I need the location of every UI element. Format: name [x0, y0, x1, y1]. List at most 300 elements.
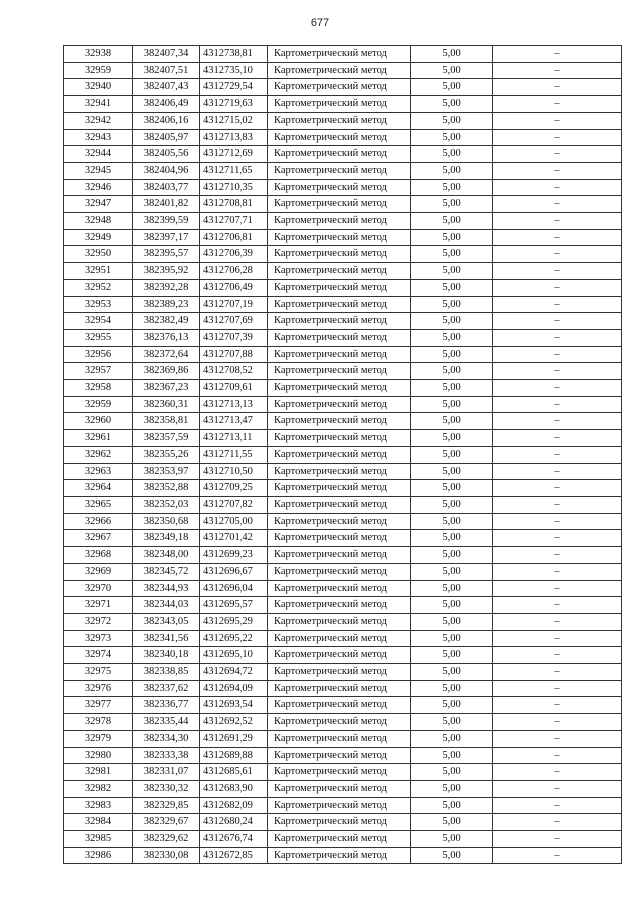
- table-row: [64, 430, 622, 447]
- y-coordinate-cell: 4312693,54: [200, 697, 268, 714]
- note-cell: –: [493, 146, 622, 163]
- point-number-cell: 32973: [64, 630, 133, 647]
- accuracy-cell: 5,00: [411, 647, 493, 664]
- accuracy-cell: 5,00: [411, 714, 493, 731]
- method-cell: Картометрический метод: [268, 129, 411, 146]
- note-cell: –: [493, 213, 622, 230]
- table-row: [64, 814, 622, 831]
- note-cell: –: [493, 346, 622, 363]
- table-row: [64, 747, 622, 764]
- y-coordinate-cell: 4312699,23: [200, 547, 268, 564]
- method-cell: Картометрический метод: [268, 847, 411, 864]
- y-coordinate-cell: 4312680,24: [200, 814, 268, 831]
- x-coordinate-cell: 382334,30: [133, 730, 200, 747]
- note-cell: –: [493, 714, 622, 731]
- method-cell: Картометрический метод: [268, 296, 411, 313]
- x-coordinate-cell: 382329,85: [133, 797, 200, 814]
- y-coordinate-cell: 4312695,29: [200, 613, 268, 630]
- table-row: [64, 279, 622, 296]
- x-coordinate-cell: 382404,96: [133, 162, 200, 179]
- note-cell: –: [493, 79, 622, 96]
- note-cell: –: [493, 463, 622, 480]
- x-coordinate-cell: 382407,34: [133, 46, 200, 63]
- accuracy-cell: 5,00: [411, 513, 493, 530]
- point-number-cell: 32967: [64, 530, 133, 547]
- note-cell: –: [493, 413, 622, 430]
- method-cell: Картометрический метод: [268, 279, 411, 296]
- point-number-cell: 32966: [64, 513, 133, 530]
- y-coordinate-cell: 4312729,54: [200, 79, 268, 96]
- accuracy-cell: 5,00: [411, 764, 493, 781]
- point-number-cell: 32961: [64, 430, 133, 447]
- method-cell: Картометрический метод: [268, 363, 411, 380]
- method-cell: Картометрический метод: [268, 263, 411, 280]
- table-row: [64, 547, 622, 564]
- y-coordinate-cell: 4312713,13: [200, 396, 268, 413]
- table-row: [64, 780, 622, 797]
- method-cell: Картометрический метод: [268, 463, 411, 480]
- accuracy-cell: 5,00: [411, 162, 493, 179]
- accuracy-cell: 5,00: [411, 329, 493, 346]
- method-cell: Картометрический метод: [268, 680, 411, 697]
- table-row: [64, 146, 622, 163]
- accuracy-cell: 5,00: [411, 847, 493, 864]
- note-cell: –: [493, 96, 622, 113]
- point-number-cell: 32972: [64, 613, 133, 630]
- point-number-cell: 32947: [64, 196, 133, 213]
- y-coordinate-cell: 4312695,10: [200, 647, 268, 664]
- accuracy-cell: 5,00: [411, 563, 493, 580]
- point-number-cell: 32938: [64, 46, 133, 63]
- accuracy-cell: 5,00: [411, 814, 493, 831]
- x-coordinate-cell: 382358,81: [133, 413, 200, 430]
- note-cell: –: [493, 580, 622, 597]
- method-cell: Картометрический метод: [268, 580, 411, 597]
- note-cell: –: [493, 563, 622, 580]
- y-coordinate-cell: 4312707,71: [200, 213, 268, 230]
- y-coordinate-cell: 4312708,81: [200, 196, 268, 213]
- table-row: [64, 46, 622, 63]
- accuracy-cell: 5,00: [411, 279, 493, 296]
- y-coordinate-cell: 4312713,11: [200, 430, 268, 447]
- point-number-cell: 32943: [64, 129, 133, 146]
- x-coordinate-cell: 382343,05: [133, 613, 200, 630]
- accuracy-cell: 5,00: [411, 597, 493, 614]
- x-coordinate-cell: 382329,62: [133, 831, 200, 848]
- accuracy-cell: 5,00: [411, 430, 493, 447]
- method-cell: Картометрический метод: [268, 747, 411, 764]
- note-cell: –: [493, 430, 622, 447]
- point-number-cell: 32976: [64, 680, 133, 697]
- accuracy-cell: 5,00: [411, 630, 493, 647]
- point-number-cell: 32982: [64, 780, 133, 797]
- method-cell: Картометрический метод: [268, 496, 411, 513]
- point-number-cell: 32985: [64, 831, 133, 848]
- y-coordinate-cell: 4312735,10: [200, 62, 268, 79]
- x-coordinate-cell: 382353,97: [133, 463, 200, 480]
- y-coordinate-cell: 4312707,69: [200, 313, 268, 330]
- table-row: [64, 96, 622, 113]
- table-row: [64, 463, 622, 480]
- table-row: [64, 831, 622, 848]
- point-number-cell: 32980: [64, 747, 133, 764]
- table-row: [64, 647, 622, 664]
- y-coordinate-cell: 4312710,35: [200, 179, 268, 196]
- method-cell: Картометрический метод: [268, 380, 411, 397]
- accuracy-cell: 5,00: [411, 229, 493, 246]
- y-coordinate-cell: 4312712,69: [200, 146, 268, 163]
- point-number-cell: 32974: [64, 647, 133, 664]
- y-coordinate-cell: 4312707,39: [200, 329, 268, 346]
- point-number-cell: 32959: [64, 62, 133, 79]
- table-row: [64, 847, 622, 864]
- table-row: [64, 62, 622, 79]
- x-coordinate-cell: 382406,16: [133, 112, 200, 129]
- method-cell: Картометрический метод: [268, 313, 411, 330]
- method-cell: Картометрический метод: [268, 329, 411, 346]
- accuracy-cell: 5,00: [411, 380, 493, 397]
- x-coordinate-cell: 382331,07: [133, 764, 200, 781]
- method-cell: Картометрический метод: [268, 530, 411, 547]
- accuracy-cell: 5,00: [411, 213, 493, 230]
- x-coordinate-cell: 382369,86: [133, 363, 200, 380]
- x-coordinate-cell: 382348,00: [133, 547, 200, 564]
- x-coordinate-cell: 382340,18: [133, 647, 200, 664]
- method-cell: Картометрический метод: [268, 62, 411, 79]
- note-cell: –: [493, 697, 622, 714]
- y-coordinate-cell: 4312689,88: [200, 747, 268, 764]
- method-cell: Картометрический метод: [268, 396, 411, 413]
- x-coordinate-cell: 382395,92: [133, 263, 200, 280]
- note-cell: –: [493, 263, 622, 280]
- note-cell: –: [493, 780, 622, 797]
- table-row: [64, 313, 622, 330]
- note-cell: –: [493, 62, 622, 79]
- method-cell: Картометрический метод: [268, 446, 411, 463]
- note-cell: –: [493, 396, 622, 413]
- accuracy-cell: 5,00: [411, 496, 493, 513]
- accuracy-cell: 5,00: [411, 463, 493, 480]
- accuracy-cell: 5,00: [411, 79, 493, 96]
- method-cell: Картометрический метод: [268, 112, 411, 129]
- y-coordinate-cell: 4312694,09: [200, 680, 268, 697]
- accuracy-cell: 5,00: [411, 697, 493, 714]
- point-number-cell: 32948: [64, 213, 133, 230]
- note-cell: –: [493, 664, 622, 681]
- accuracy-cell: 5,00: [411, 146, 493, 163]
- point-number-cell: 32955: [64, 329, 133, 346]
- point-number-cell: 32965: [64, 496, 133, 513]
- method-cell: Картометрический метод: [268, 764, 411, 781]
- note-cell: –: [493, 279, 622, 296]
- method-cell: Картометрический метод: [268, 597, 411, 614]
- y-coordinate-cell: 4312707,88: [200, 346, 268, 363]
- x-coordinate-cell: 382360,31: [133, 396, 200, 413]
- note-cell: –: [493, 112, 622, 129]
- table-row: [64, 246, 622, 263]
- accuracy-cell: 5,00: [411, 664, 493, 681]
- point-number-cell: 32946: [64, 179, 133, 196]
- note-cell: –: [493, 530, 622, 547]
- note-cell: –: [493, 513, 622, 530]
- method-cell: Картометрический метод: [268, 213, 411, 230]
- y-coordinate-cell: 4312706,49: [200, 279, 268, 296]
- y-coordinate-cell: 4312685,61: [200, 764, 268, 781]
- note-cell: –: [493, 46, 622, 63]
- note-cell: –: [493, 613, 622, 630]
- table-row: [64, 296, 622, 313]
- y-coordinate-cell: 4312706,39: [200, 246, 268, 263]
- method-cell: Картометрический метод: [268, 780, 411, 797]
- point-number-cell: 32963: [64, 463, 133, 480]
- accuracy-cell: 5,00: [411, 96, 493, 113]
- accuracy-cell: 5,00: [411, 530, 493, 547]
- table-row: [64, 580, 622, 597]
- y-coordinate-cell: 4312676,74: [200, 831, 268, 848]
- method-cell: Картометрический метод: [268, 831, 411, 848]
- x-coordinate-cell: 382401,82: [133, 196, 200, 213]
- y-coordinate-cell: 4312738,81: [200, 46, 268, 63]
- x-coordinate-cell: 382405,97: [133, 129, 200, 146]
- table-row: [64, 664, 622, 681]
- x-coordinate-cell: 382341,56: [133, 630, 200, 647]
- coordinates-table: [63, 45, 622, 864]
- method-cell: Картометрический метод: [268, 814, 411, 831]
- accuracy-cell: 5,00: [411, 680, 493, 697]
- table-row: [64, 79, 622, 96]
- x-coordinate-cell: 382392,28: [133, 279, 200, 296]
- y-coordinate-cell: 4312706,28: [200, 263, 268, 280]
- method-cell: Картометрический метод: [268, 162, 411, 179]
- y-coordinate-cell: 4312711,65: [200, 162, 268, 179]
- method-cell: Картометрический метод: [268, 229, 411, 246]
- y-coordinate-cell: 4312696,04: [200, 580, 268, 597]
- y-coordinate-cell: 4312715,02: [200, 112, 268, 129]
- table-row: [64, 530, 622, 547]
- point-number-cell: 32958: [64, 380, 133, 397]
- table-row: [64, 597, 622, 614]
- method-cell: Картометрический метод: [268, 46, 411, 63]
- note-cell: –: [493, 363, 622, 380]
- x-coordinate-cell: 382352,88: [133, 480, 200, 497]
- method-cell: Картометрический метод: [268, 480, 411, 497]
- x-coordinate-cell: 382350,68: [133, 513, 200, 530]
- table-row: [64, 329, 622, 346]
- y-coordinate-cell: 4312705,00: [200, 513, 268, 530]
- y-coordinate-cell: 4312709,61: [200, 380, 268, 397]
- point-number-cell: 32975: [64, 664, 133, 681]
- x-coordinate-cell: 382367,23: [133, 380, 200, 397]
- x-coordinate-cell: 382352,03: [133, 496, 200, 513]
- table-row: [64, 363, 622, 380]
- y-coordinate-cell: 4312683,90: [200, 780, 268, 797]
- x-coordinate-cell: 382337,62: [133, 680, 200, 697]
- accuracy-cell: 5,00: [411, 580, 493, 597]
- y-coordinate-cell: 4312706,81: [200, 229, 268, 246]
- point-number-cell: 32957: [64, 363, 133, 380]
- point-number-cell: 32962: [64, 446, 133, 463]
- table-row: [64, 229, 622, 246]
- point-number-cell: 32941: [64, 96, 133, 113]
- page-number: 677: [310, 17, 330, 29]
- point-number-cell: 32951: [64, 263, 133, 280]
- note-cell: –: [493, 246, 622, 263]
- point-number-cell: 32952: [64, 279, 133, 296]
- x-coordinate-cell: 382330,08: [133, 847, 200, 864]
- method-cell: Картометрический метод: [268, 146, 411, 163]
- table-row: [64, 396, 622, 413]
- method-cell: Картометрический метод: [268, 730, 411, 747]
- point-number-cell: 32971: [64, 597, 133, 614]
- coordinates-table-body: [64, 46, 622, 864]
- method-cell: Картометрический метод: [268, 246, 411, 263]
- y-coordinate-cell: 4312696,67: [200, 563, 268, 580]
- note-cell: –: [493, 764, 622, 781]
- point-number-cell: 32953: [64, 296, 133, 313]
- table-row: [64, 513, 622, 530]
- table-row: [64, 613, 622, 630]
- table-row: [64, 213, 622, 230]
- method-cell: Картометрический метод: [268, 96, 411, 113]
- note-cell: –: [493, 380, 622, 397]
- method-cell: Картометрический метод: [268, 346, 411, 363]
- point-number-cell: 32954: [64, 313, 133, 330]
- x-coordinate-cell: 382338,85: [133, 664, 200, 681]
- point-number-cell: 32945: [64, 162, 133, 179]
- note-cell: –: [493, 296, 622, 313]
- point-number-cell: 32950: [64, 246, 133, 263]
- y-coordinate-cell: 4312692,52: [200, 714, 268, 731]
- y-coordinate-cell: 4312701,42: [200, 530, 268, 547]
- x-coordinate-cell: 382344,93: [133, 580, 200, 597]
- y-coordinate-cell: 4312691,29: [200, 730, 268, 747]
- y-coordinate-cell: 4312695,22: [200, 630, 268, 647]
- x-coordinate-cell: 382355,26: [133, 446, 200, 463]
- method-cell: Картометрический метод: [268, 697, 411, 714]
- y-coordinate-cell: 4312708,52: [200, 363, 268, 380]
- x-coordinate-cell: 382405,56: [133, 146, 200, 163]
- y-coordinate-cell: 4312695,57: [200, 597, 268, 614]
- accuracy-cell: 5,00: [411, 747, 493, 764]
- x-coordinate-cell: 382349,18: [133, 530, 200, 547]
- table-row: [64, 179, 622, 196]
- point-number-cell: 32986: [64, 847, 133, 864]
- note-cell: –: [493, 597, 622, 614]
- x-coordinate-cell: 382376,13: [133, 329, 200, 346]
- point-number-cell: 32979: [64, 730, 133, 747]
- accuracy-cell: 5,00: [411, 480, 493, 497]
- note-cell: –: [493, 496, 622, 513]
- point-number-cell: 32959: [64, 396, 133, 413]
- accuracy-cell: 5,00: [411, 780, 493, 797]
- x-coordinate-cell: 382329,67: [133, 814, 200, 831]
- y-coordinate-cell: 4312707,19: [200, 296, 268, 313]
- accuracy-cell: 5,00: [411, 346, 493, 363]
- x-coordinate-cell: 382407,43: [133, 79, 200, 96]
- method-cell: Картометрический метод: [268, 664, 411, 681]
- x-coordinate-cell: 382395,57: [133, 246, 200, 263]
- table-row: [64, 162, 622, 179]
- table-row: [64, 346, 622, 363]
- method-cell: Картометрический метод: [268, 630, 411, 647]
- note-cell: –: [493, 730, 622, 747]
- y-coordinate-cell: 4312682,09: [200, 797, 268, 814]
- x-coordinate-cell: 382357,59: [133, 430, 200, 447]
- point-number-cell: 32984: [64, 814, 133, 831]
- method-cell: Картометрический метод: [268, 413, 411, 430]
- accuracy-cell: 5,00: [411, 196, 493, 213]
- note-cell: –: [493, 797, 622, 814]
- note-cell: –: [493, 129, 622, 146]
- x-coordinate-cell: 382403,77: [133, 179, 200, 196]
- table-row: [64, 129, 622, 146]
- table-row: [64, 196, 622, 213]
- accuracy-cell: 5,00: [411, 446, 493, 463]
- table-row: [64, 563, 622, 580]
- note-cell: –: [493, 329, 622, 346]
- method-cell: Картометрический метод: [268, 196, 411, 213]
- note-cell: –: [493, 480, 622, 497]
- y-coordinate-cell: 4312709,25: [200, 480, 268, 497]
- point-number-cell: 32983: [64, 797, 133, 814]
- accuracy-cell: 5,00: [411, 263, 493, 280]
- y-coordinate-cell: 4312719,63: [200, 96, 268, 113]
- table-row: [64, 680, 622, 697]
- note-cell: –: [493, 162, 622, 179]
- note-cell: –: [493, 680, 622, 697]
- note-cell: –: [493, 446, 622, 463]
- x-coordinate-cell: 382345,72: [133, 563, 200, 580]
- table-row: [64, 446, 622, 463]
- method-cell: Картометрический метод: [268, 179, 411, 196]
- accuracy-cell: 5,00: [411, 296, 493, 313]
- note-cell: –: [493, 179, 622, 196]
- method-cell: Картометрический метод: [268, 430, 411, 447]
- accuracy-cell: 5,00: [411, 112, 493, 129]
- method-cell: Картометрический метод: [268, 547, 411, 564]
- note-cell: –: [493, 814, 622, 831]
- y-coordinate-cell: 4312713,47: [200, 413, 268, 430]
- x-coordinate-cell: 382344,03: [133, 597, 200, 614]
- point-number-cell: 32964: [64, 480, 133, 497]
- x-coordinate-cell: 382336,77: [133, 697, 200, 714]
- point-number-cell: 32978: [64, 714, 133, 731]
- y-coordinate-cell: 4312707,82: [200, 496, 268, 513]
- note-cell: –: [493, 229, 622, 246]
- table-row: [64, 630, 622, 647]
- x-coordinate-cell: 382397,17: [133, 229, 200, 246]
- point-number-cell: 32940: [64, 79, 133, 96]
- table-row: [64, 112, 622, 129]
- point-number-cell: 32969: [64, 563, 133, 580]
- method-cell: Картометрический метод: [268, 647, 411, 664]
- table-row: [64, 480, 622, 497]
- point-number-cell: 32977: [64, 697, 133, 714]
- note-cell: –: [493, 831, 622, 848]
- y-coordinate-cell: 4312713,83: [200, 129, 268, 146]
- y-coordinate-cell: 4312710,50: [200, 463, 268, 480]
- x-coordinate-cell: 382407,51: [133, 62, 200, 79]
- table-row: [64, 797, 622, 814]
- accuracy-cell: 5,00: [411, 413, 493, 430]
- x-coordinate-cell: 382389,23: [133, 296, 200, 313]
- accuracy-cell: 5,00: [411, 363, 493, 380]
- note-cell: –: [493, 547, 622, 564]
- x-coordinate-cell: 382372,64: [133, 346, 200, 363]
- accuracy-cell: 5,00: [411, 246, 493, 263]
- accuracy-cell: 5,00: [411, 797, 493, 814]
- table-row: [64, 496, 622, 513]
